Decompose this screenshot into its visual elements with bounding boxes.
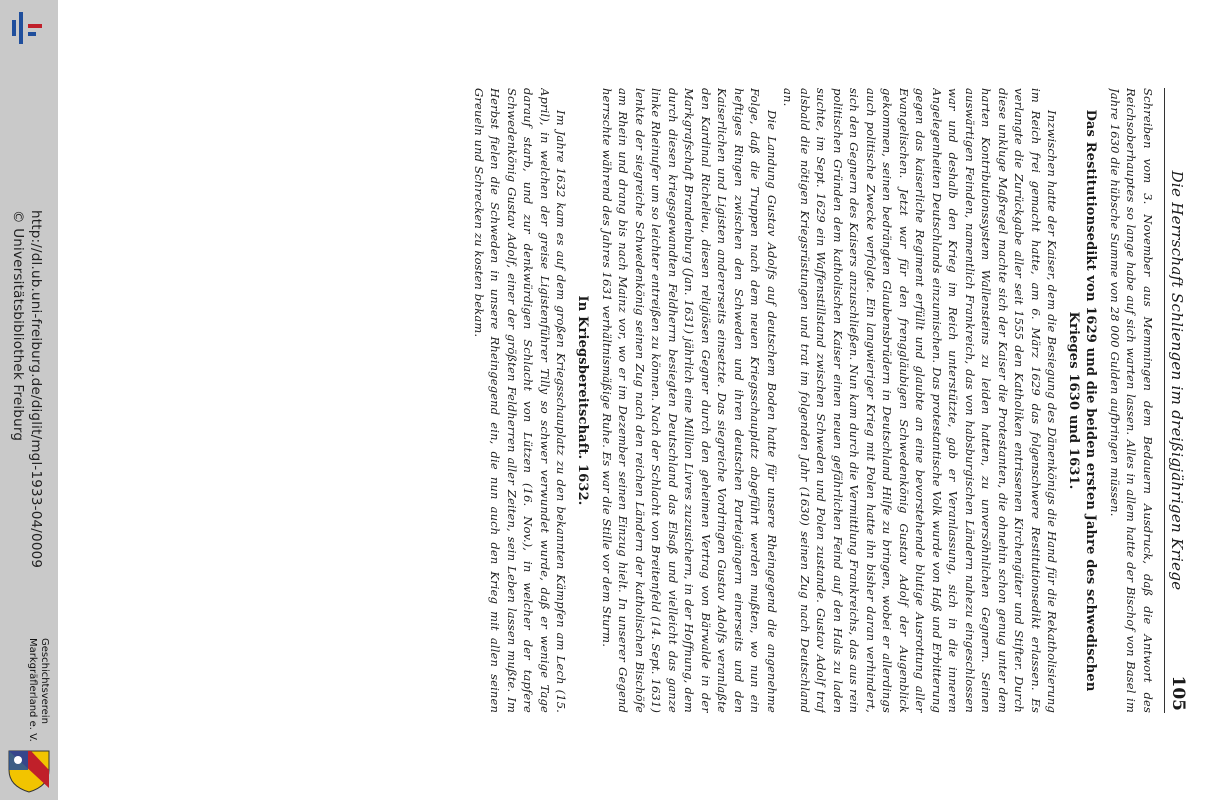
paragraph: Die Landung Gustav Adolfs auf deutschem Boden hatte für unsere Rheingegend die angenehme Folge, daß die Truppen nach dem neuen Kriegsschauplatz abgeführt werden mußten, wo nun ein heftiges Ringen zwischen den Schweden und ihren deutschen Parteigängern einerseits und den Kaiserlichen und Ligisten andererseits einsetzte. Das siegreiche Vordringen Gustav Adolfs veranlaßte den Kardinal Richelieu, diesen religiösen Gegner durch den geheimen Vertrag von Bärwalde in der Markgrafschaft Brandenburg (Jan. 1631) jährlich eine Million Livres zuzusichern, in der Hoffnung, dem durch diesen kriegsgewandten Feldherrn besiegten Deutschland das Elsaß und vielleicht das ganze linke Rheinufer um so leichter entreißen zu können. Nach der Schlacht von Breitenfeld (14. Sept. 1631) lenkte der siegreiche Schwedenkönig seinen Zug nach den reichen Ländern der katholischen Bischöfe am Rhein und drang bis nach Mainz vor, wo er im Dezember seinen Einzug hielt. In unserer Gegend herrschte während des Jahres 1631 verhältnismäßige Ruhe. Es war die Stille vor dem Sturm. (600, 88, 779, 713)
section-heading: Das Restitutionsedikt von 1629 und die beiden ersten Jahre des schwedischen Krieges 1630 und 1631. (1066, 109, 1099, 692)
viewer-sidebar (0, 0, 58, 800)
page-body (191, 88, 1156, 713)
paragraph: Inzwischen hatte der Kaiser, dem die Besiegung des Dänenkönigs die Hand für die Rekatholisierung im Reich frei gemacht hatte, am 6. März 1629 das folgenschwere Restitutionsedikt erlassen. Es verlangte die Zurückgabe aller seit 1555 den Katholiken entrissenen Kirchengüter und Stifter. Durch diese unkluge Maßregel machte sich der Kaiser die Protestanten, die ohnehin schon genug unter dem harten Kontributionssystem Wallensteins zu leiden hatten, zu unversöhnlichen Gegnern. Seinen auswärtigen Feinden, namentlich Frankreich, das von habsburgischen Ländern nahezu eingeschlossen war und deshalb den Krieg im Reich unterstützte, gab er Veranlassung, sich in die inneren Angelegenheiten Deutschlands einzumischen. Das protestantische Volk wurde von Haß und Erbitterung gegen das kaiserliche Regiment erfüllt und glaubte an eine bevorstehende blutige Ausrottung aller Evangelischen. Jetzt war für den frenggläubigen Schwedenkönig Gustav Adolf der Augenblick gekommen, seinen bedrängten Glaubensbrüdern in Deutschland Hilfe zu bringen, wobei er allerdings auch politische Zwecke verfolgte. Ein langwieriger Krieg mit Polen hatte ihn bisher daran verhindert, sich den Gegnern des Kaisers anzuschließen. Nun kam durch die Vermittlung Frankreichs, das aus rein politischen Gründen dem katholischen Kaiser einen neuen gefährlichen Feind auf den Hals zu laden suchte, im Sept. 1629 ein Waffenstillstand zwischen Schweden und Polen zustande. Gustav Adolf traf alsbald die nötigen Kriegsrüstungen und trat im folgenden Jahr (1630) seinen Zug nach Deutschland an. (781, 88, 1060, 713)
society-name-line1: Geschichtsverein (39, 638, 50, 724)
running-head (1164, 88, 1190, 713)
running-head-title: Die Herrschaft Schliengen im dreißigjährigen Kriege (1168, 170, 1186, 591)
section-heading: In Kriegsbereitschaft. 1632. (575, 295, 591, 506)
coat-of-arms-icon (6, 748, 52, 794)
society-name-line2: Markgräflerland e. V. (27, 638, 38, 742)
paragraph: Schreiben vom 3. November aus Memmingen dem Bedauern Ausdruck, daß die Antwort des Reichsoberhauptes so lange habe auf sich warten lassen. Alles in allem hatte der Bischof von Basel im Jahre 1630 die hübsche Summe von 28 000 Gulden aufbringen müssen. (1108, 88, 1155, 713)
copyright-notice: © Universitätsbibliothek Freiburg (10, 210, 26, 442)
page-number: 105 (1168, 675, 1188, 711)
source-url-link[interactable]: http://dl.ub.uni-freiburg.de/diglit/mgl-1933-04/0009 (28, 210, 44, 569)
ub-freiburg-logo-icon[interactable] (4, 6, 48, 50)
book-page (184, 88, 1190, 713)
paragraph: Im Jahre 1632 kam es auf dem großen Kriegsschauplatz zu den bekannten Kämpfen am Lech (15. April), in welchen der greise Ligistenführer Tilly so schwer verwundet wurde, daß er wenige Tage darauf starb, und zur denkwürdigen Schlacht von Lützen (16. Nov.), in welcher der tapfere Schwedenkönig Gustav Adolf, einer der größten Feldherren aller Zeiten, sein Leben lassen mußte. Im Herbst fielen die Schweden in unsere Rheingegend ein, die nun auch den Krieg mit allen seinen Greueln und Schrecken zu kosten bekam. (472, 88, 569, 713)
